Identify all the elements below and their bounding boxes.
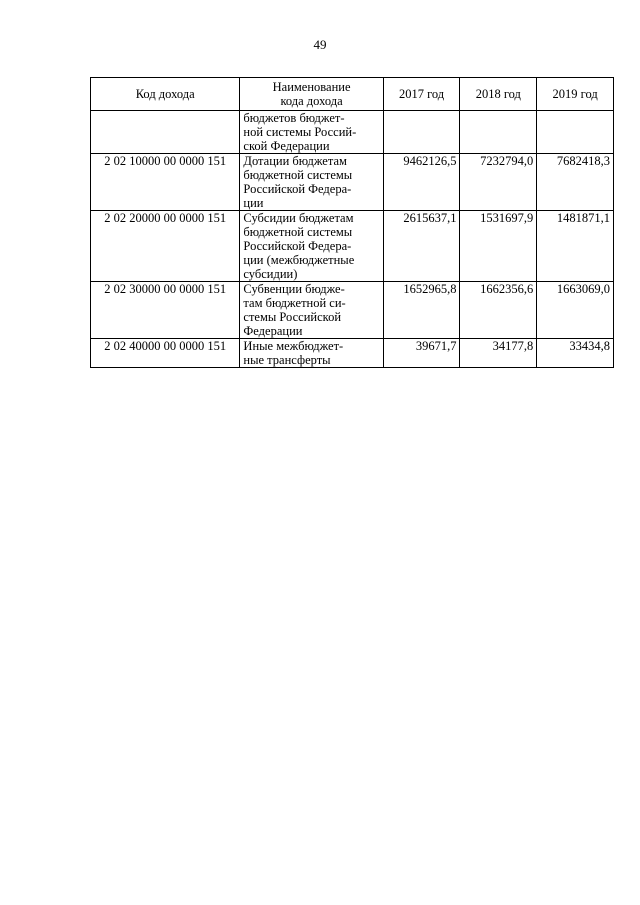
row-value-2017: 39671,7 [383, 339, 460, 368]
row-value-2017: 1652965,8 [383, 282, 460, 339]
row-value-2018: 34177,8 [460, 339, 537, 368]
row-name: Субсидии бюджетам бюджетной системы Российской Федера- ции (межбюджетные субсидии) [240, 211, 383, 282]
row-name: Иные межбюджет- ные трансферты [240, 339, 383, 368]
table-row [91, 154, 614, 211]
row-name: бюджетов бюджет- ной системы Россий- ской Федерации [240, 111, 383, 154]
row-value-2017 [383, 111, 460, 154]
row-value-2018 [460, 111, 537, 154]
row-value-2019: 33434,8 [537, 339, 614, 368]
revenue-table [90, 77, 614, 368]
row-value-2017: 2615637,1 [383, 211, 460, 282]
row-value-2018: 1662356,6 [460, 282, 537, 339]
row-code: 2 02 40000 00 0000 151 [91, 339, 240, 368]
header-2017: 2017 год [383, 78, 460, 111]
row-value-2019 [537, 111, 614, 154]
header-2018: 2018 год [460, 78, 537, 111]
row-name: Дотации бюджетам бюджетной системы Российской Федера- ции [240, 154, 383, 211]
row-value-2019: 1481871,1 [537, 211, 614, 282]
row-code: 2 02 20000 00 0000 151 [91, 211, 240, 282]
table-row [91, 211, 614, 282]
table-header-row [91, 78, 614, 111]
row-value-2017: 9462126,5 [383, 154, 460, 211]
row-value-2019: 7682418,3 [537, 154, 614, 211]
page-number: 49 [313, 37, 327, 52]
table-row [91, 339, 614, 368]
row-code [91, 111, 240, 154]
table-row [91, 111, 614, 154]
row-code: 2 02 10000 00 0000 151 [91, 154, 240, 211]
header-2019: 2019 год [537, 78, 614, 111]
table-row [91, 282, 614, 339]
row-code: 2 02 30000 00 0000 151 [91, 282, 240, 339]
header-name: Наименование кода дохода [240, 78, 383, 111]
header-code: Код дохода [91, 78, 240, 111]
row-name: Субвенции бюдже- там бюджетной си- стемы Российской Федерации [240, 282, 383, 339]
row-value-2018: 7232794,0 [460, 154, 537, 211]
row-value-2018: 1531697,9 [460, 211, 537, 282]
row-value-2019: 1663069,0 [537, 282, 614, 339]
